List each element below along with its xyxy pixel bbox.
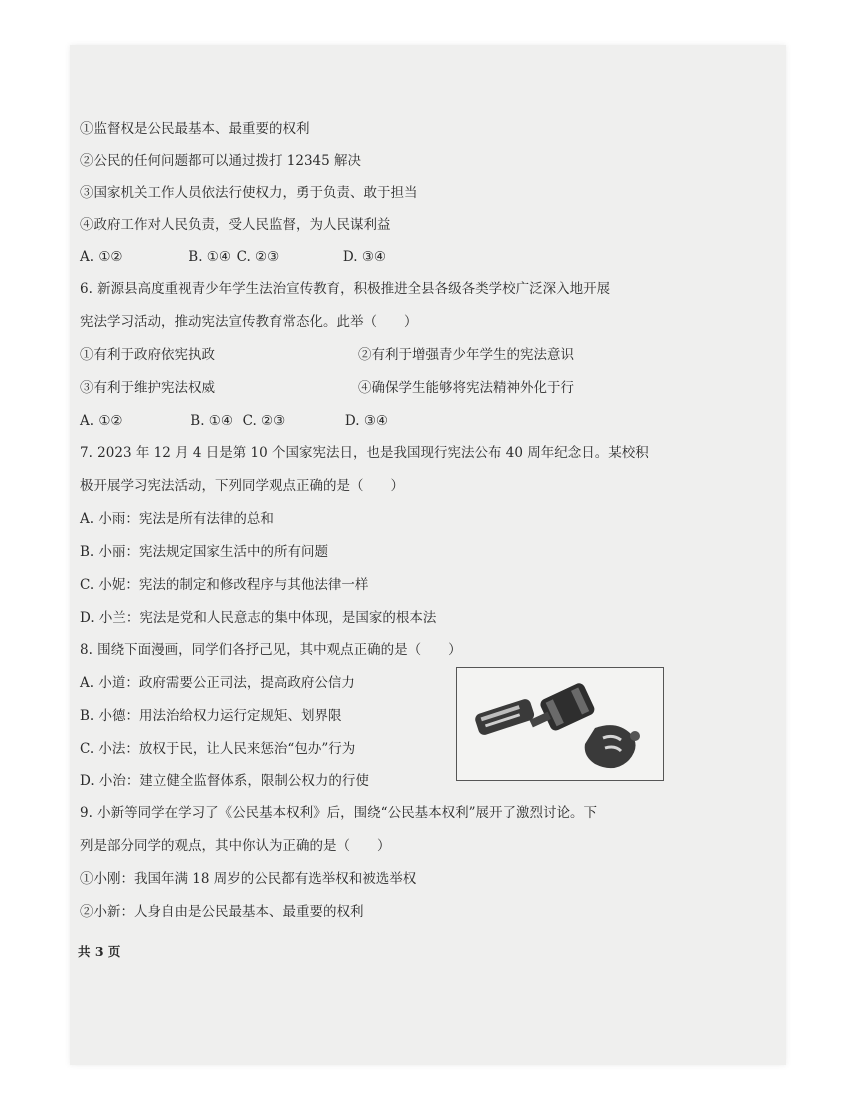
- q5-item-1: ①监督权是公民最基本、最重要的权利: [80, 121, 310, 137]
- q6-option-a: A. ①②: [80, 413, 123, 429]
- q9-item-1: ①小刚：我国年满 18 周岁的公民都有选举权和被选举权: [80, 871, 417, 887]
- gavel-and-hand-cartoon: [457, 668, 663, 780]
- q8-option-a: A. 小道：政府需要公正司法，提高政府公信力: [80, 675, 355, 691]
- q6-item-1: ①有利于政府依宪执政: [80, 347, 215, 363]
- q5-options: [80, 248, 386, 266]
- cartoon-image: [456, 667, 664, 781]
- q6-stem-line-2: 宪法学习活动，推动宪法宣传教育常态化。此举（ ）: [80, 314, 418, 330]
- q6-stem-line-1: 6. 新源县高度重视青少年学生法治宣传教育，积极推进全县各级各类学校广泛深入地开展: [80, 281, 611, 297]
- q7-option-c: C. 小妮：宪法的制定和修改程序与其他法律一样: [80, 577, 369, 593]
- q9-stem-line-1: 9. 小新等同学在学习了《公民基本权利》后，围绕“公民基本权利”展开了激烈讨论。下: [80, 805, 597, 821]
- q7-option-d: D. 小兰：宪法是党和人民意志的集中体现，是国家的根本法: [80, 610, 437, 626]
- q8-option-c: C. 小法：放权于民，让人民来惩治“包办”行为: [80, 741, 356, 757]
- q5-option-c: C. ②③: [236, 249, 280, 265]
- q6-option-c: C. ②③: [242, 413, 286, 429]
- q5-item-3: ③国家机关工作人员依法行使权力，勇于负责、敢于担当: [80, 185, 418, 201]
- q6-option-d: D. ③④: [344, 413, 389, 429]
- q8-stem: 8. 围绕下面漫画，同学们各抒己见，其中观点正确的是（ ）: [80, 642, 462, 658]
- q6-item-2: ②有利于增强青少年学生的宪法意识: [358, 347, 574, 363]
- q7-stem-line-1: 7. 2023 年 12 月 4 日是第 10 个国家宪法日，也是我国现行宪法公布 40 周年纪念日。某校积: [80, 445, 649, 461]
- q8-option-d: D. 小治：建立健全监督体系，限制公权力的行使: [80, 773, 369, 789]
- q9-item-2: ②小新：人身自由是公民最基本、最重要的权利: [80, 904, 364, 920]
- q5-item-4: ④政府工作对人民负责，受人民监督，为人民谋利益: [80, 217, 391, 233]
- q6-item-3: ③有利于维护宪法权威: [80, 380, 215, 396]
- q7-option-b: B. 小丽：宪法规定国家生活中的所有问题: [80, 544, 329, 560]
- q5-option-a: A. ①②: [80, 249, 123, 265]
- q6-options: [80, 412, 388, 430]
- page-count-footer: 共 3 页: [78, 944, 121, 959]
- q9-stem-line-2: 列是部分同学的观点，其中你认为正确的是（ ）: [80, 838, 391, 854]
- q7-option-a: A. 小雨：宪法是所有法律的总和: [80, 511, 274, 527]
- q5-option-d: D. ③④: [342, 249, 387, 265]
- q8-option-b: B. 小德：用法治给权力运行定规矩、划界限: [80, 708, 342, 724]
- gavel-head-shape: [538, 681, 596, 732]
- q6-option-b: B. ①④: [190, 413, 234, 429]
- q5-option-b: B. ①④: [188, 249, 232, 265]
- q6-item-4: ④确保学生能够将宪法精神外化于行: [358, 380, 574, 396]
- q7-stem-line-2: 极开展学习宪法活动，下列同学观点正确的是（ ）: [80, 478, 404, 494]
- q5-item-2: ②公民的任何问题都可以通过拨打 12345 解决: [80, 153, 362, 169]
